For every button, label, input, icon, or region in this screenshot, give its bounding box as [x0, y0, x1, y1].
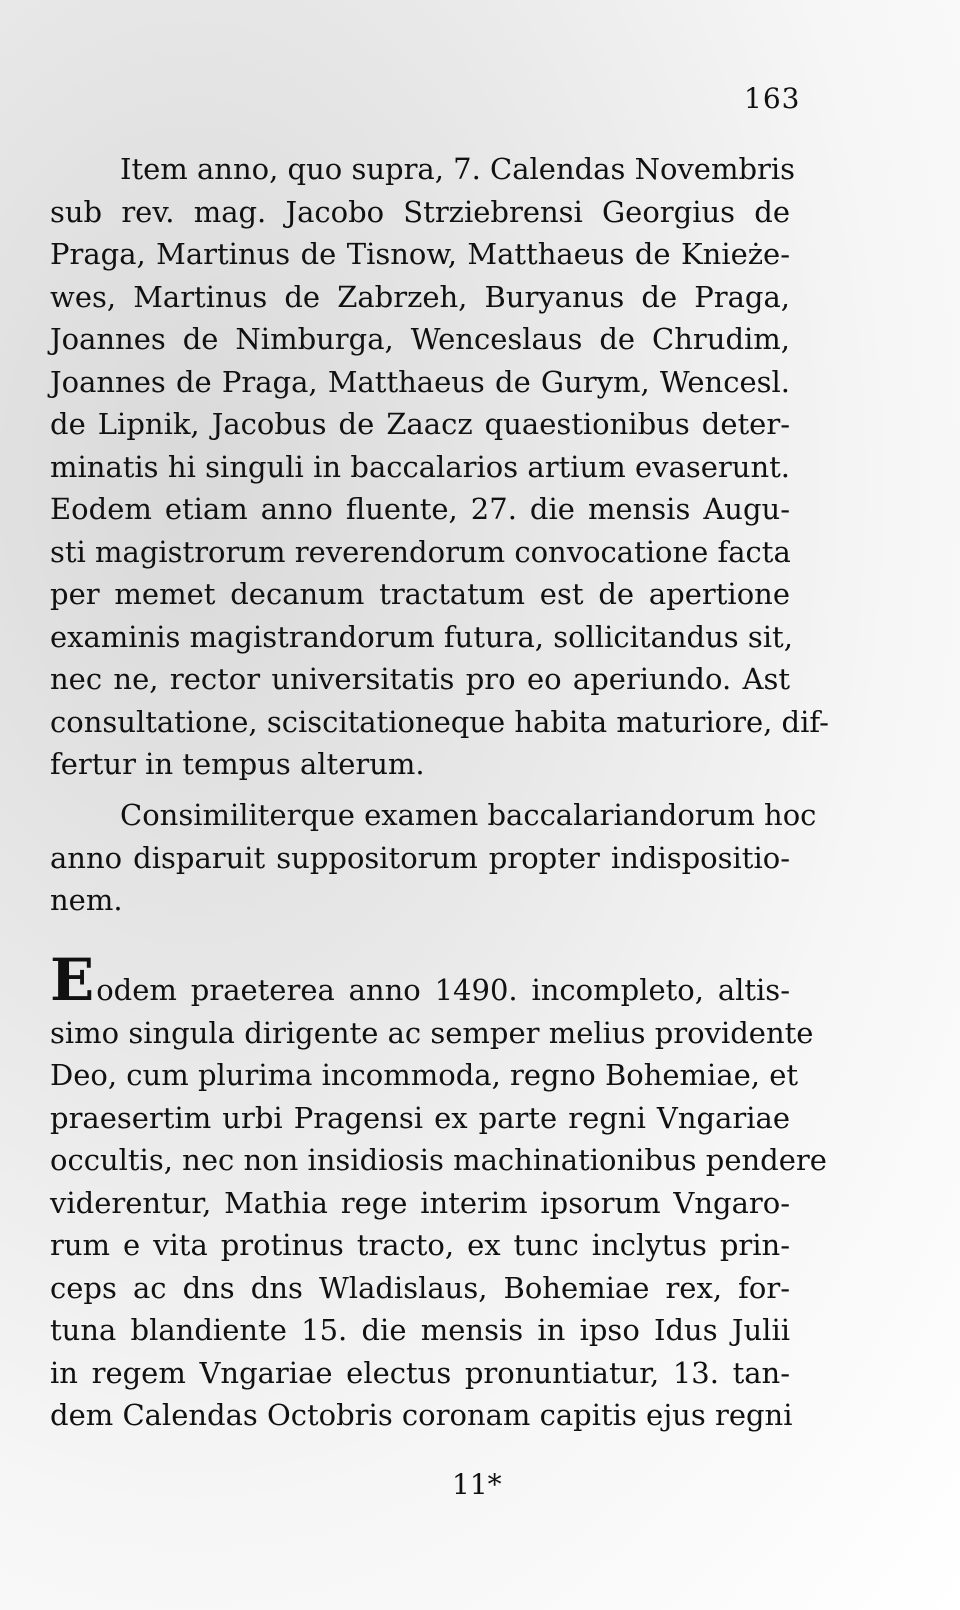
- text-line: wes, Martinus de Zabrzeh, Buryanus de Praga,: [50, 279, 790, 314]
- text-line: nem.: [50, 883, 123, 917]
- paragraph-1: [50, 148, 829, 786]
- text-line: in regem Vngariae electus pronuntiatur, 13. tan-: [50, 1355, 790, 1390]
- catchword: 11*: [452, 1468, 502, 1501]
- text-line: minatis hi singuli in baccalarios artium evaserunt.: [50, 449, 790, 484]
- text-line: consultatione, sciscitationeque habita maturiore, dif-: [50, 704, 829, 739]
- text-line: Praga, Martinus de Tisnow, Matthaeus de Knieże-: [50, 237, 790, 271]
- paragraph-3-first-line: [50, 946, 790, 1014]
- paragraph-3: [50, 946, 827, 1437]
- paragraph-2: [50, 794, 817, 922]
- text-line: praesertim urbi Pragensi ex parte regni Vngariae: [50, 1100, 790, 1135]
- text-line: Consimiliterque examen baccalariandorum hoc: [120, 798, 817, 832]
- text-line: de Lipnik, Jacobus de Zaacz quaestionibus deter-: [50, 407, 790, 441]
- text-line: Joannes de Praga, Matthaeus de Gurym, Wencesl.: [50, 364, 790, 399]
- text-line: dem Calendas Octobris coronam capitis ejus regni: [50, 1398, 793, 1432]
- drop-cap: E: [50, 946, 95, 1014]
- text-line: Item anno, quo supra, 7. Calendas Novembris: [120, 152, 796, 186]
- text-line: per memet decanum tractatum est de apertione: [50, 577, 790, 611]
- text-line: simo singula dirigente ac semper melius providente: [50, 1015, 814, 1050]
- text-line: nec ne, rector universitatis pro eo aperiundo. Ast: [50, 662, 790, 696]
- text-line: Eodem etiam anno fluente, 27. die mensis Augu-: [50, 492, 790, 526]
- text-line: sti magistrorum reverendorum convocatione facta: [50, 534, 791, 569]
- text-line: viderentur, Mathia rege interim ipsorum Vngaro-: [50, 1185, 790, 1220]
- text-line: fertur in tempus alterum.: [50, 747, 425, 781]
- text-line: sub rev. mag. Jacobo Strziebrensi Georgius de: [50, 194, 790, 229]
- text-line: examinis magistrandorum futura, sollicitandus sit,: [50, 619, 793, 654]
- text-line: Joannes de Nimburga, Wenceslaus de Chrudim,: [50, 322, 790, 356]
- text-line: occultis, nec non insidiosis machinationibus pendere: [50, 1143, 827, 1177]
- text-line: Deo, cum plurima incommoda, regno Bohemiae, et: [50, 1058, 799, 1092]
- page-number: 163: [744, 82, 801, 115]
- text-line: tuna blandiente 15. die mensis in ipso Idus Julii: [50, 1313, 790, 1347]
- text-line: rum e vita protinus tracto, ex tunc inclytus prin-: [50, 1228, 790, 1262]
- text-line: anno disparuit suppositorum propter indispositio-: [50, 840, 790, 875]
- paragraph-3-first-line-text: odem praeterea anno 1490. incompleto, altis-: [96, 973, 790, 1007]
- text-line: ceps ac dns dns Wladislaus, Bohemiae rex, for-: [50, 1270, 790, 1305]
